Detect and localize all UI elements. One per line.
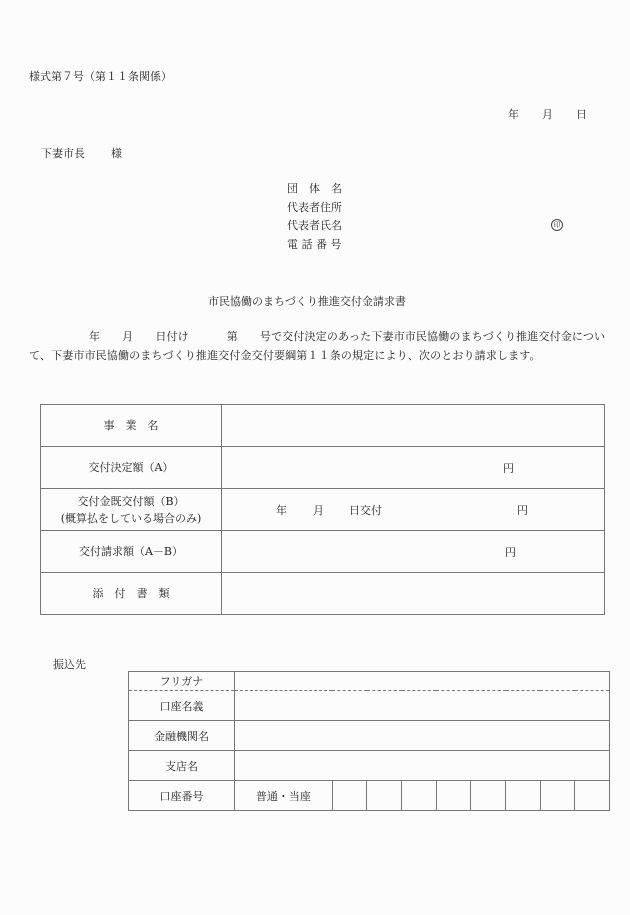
account-type-select[interactable]: 普通・当座 — [235, 781, 333, 811]
decided-amount-label: 交付決定額（A） — [41, 447, 222, 489]
date-year-field[interactable]: 年 — [508, 108, 519, 121]
representative-address-field[interactable]: 代表者住所 — [287, 200, 342, 214]
account-holder-label: 口座名義 — [129, 691, 235, 721]
paid-amount-label-note: (概算払をしている場合のみ) — [60, 511, 202, 525]
form-number: 様式第７号（第１１条関係） — [29, 70, 172, 83]
table-row — [41, 531, 605, 573]
branch-name-label: 支店名 — [129, 751, 235, 781]
date-line — [508, 106, 587, 122]
body-text: 号で交付決定のあった下妻市市民協働のまちづくり推進交付金について、下妻市市民協働のまちづくり推進交付金交付要綱第１１条の規定により、次のとおり請求します。 — [29, 330, 606, 362]
paid-month[interactable]: 月 — [313, 504, 324, 517]
project-name-cell[interactable] — [222, 405, 605, 447]
account-digit-box[interactable] — [367, 781, 402, 811]
account-digit-box[interactable] — [540, 781, 575, 811]
account-holder-cell[interactable] — [235, 691, 610, 721]
paid-day[interactable]: 日交付 — [349, 504, 382, 517]
claim-table — [40, 404, 605, 615]
body-number-prefix: 第 — [226, 330, 238, 343]
body-day[interactable]: 日付け — [155, 330, 189, 343]
paid-amount-label-main: 交付金既交付額（B） — [77, 494, 185, 508]
attachments-cell[interactable] — [222, 573, 605, 615]
yen-unit: 円 — [517, 504, 528, 517]
account-number-label: 口座番号 — [129, 781, 235, 811]
body-month[interactable]: 月 — [122, 330, 134, 343]
yen-unit: 円 — [503, 462, 514, 475]
addressee-name: 下妻市長 — [41, 147, 85, 160]
furigana-cell[interactable] — [235, 672, 610, 691]
table-row — [41, 447, 605, 489]
date-month-field[interactable]: 月 — [542, 108, 553, 121]
branch-name-cell[interactable] — [235, 751, 610, 781]
attachments-label: 添 付 書 類 — [41, 573, 222, 615]
table-row — [129, 721, 610, 751]
document-title: 市民協働のまちづくり推進交付金請求書 — [208, 295, 406, 308]
project-name-label: 事 業 名 — [41, 405, 222, 447]
bank-name-cell[interactable] — [235, 721, 610, 751]
paid-year[interactable]: 年 — [276, 504, 287, 517]
claim-amount-cell[interactable] — [222, 531, 605, 573]
yen-unit: 円 — [505, 546, 516, 559]
date-day-field[interactable]: 日 — [576, 108, 587, 121]
furigana-label: フリガナ — [129, 672, 235, 691]
bank-table — [128, 671, 610, 811]
table-row — [41, 405, 605, 447]
request-body — [29, 328, 609, 365]
table-row — [129, 751, 610, 781]
account-digit-box[interactable] — [506, 781, 541, 811]
applicant-info — [287, 180, 342, 254]
account-digit-box[interactable] — [471, 781, 506, 811]
body-year[interactable]: 年 — [89, 330, 101, 343]
account-digit-box[interactable] — [402, 781, 437, 811]
account-digit-box[interactable] — [575, 781, 610, 811]
seal-icon: 印 — [551, 219, 563, 231]
bank-name-label: 金融機関名 — [129, 721, 235, 751]
decided-amount-cell[interactable] — [222, 447, 605, 489]
account-digit-box[interactable] — [436, 781, 471, 811]
table-row — [41, 573, 605, 615]
transfer-destination-heading: 振込先 — [53, 658, 86, 671]
group-name-field[interactable]: 団 体 名 — [287, 182, 342, 195]
phone-number-field[interactable]: 電 話 番 号 — [287, 237, 342, 251]
paid-amount-cell[interactable] — [222, 489, 605, 531]
representative-name-field[interactable]: 代表者氏名 — [287, 219, 342, 233]
addressee-honorific: 様 — [111, 147, 122, 160]
table-row — [129, 672, 610, 691]
table-row — [129, 781, 610, 811]
paid-amount-label — [41, 489, 222, 531]
table-row — [41, 489, 605, 531]
table-row — [129, 691, 610, 721]
addressee — [41, 145, 122, 161]
claim-amount-label: 交付請求額（A－B） — [41, 531, 222, 573]
account-digit-box[interactable] — [332, 781, 367, 811]
